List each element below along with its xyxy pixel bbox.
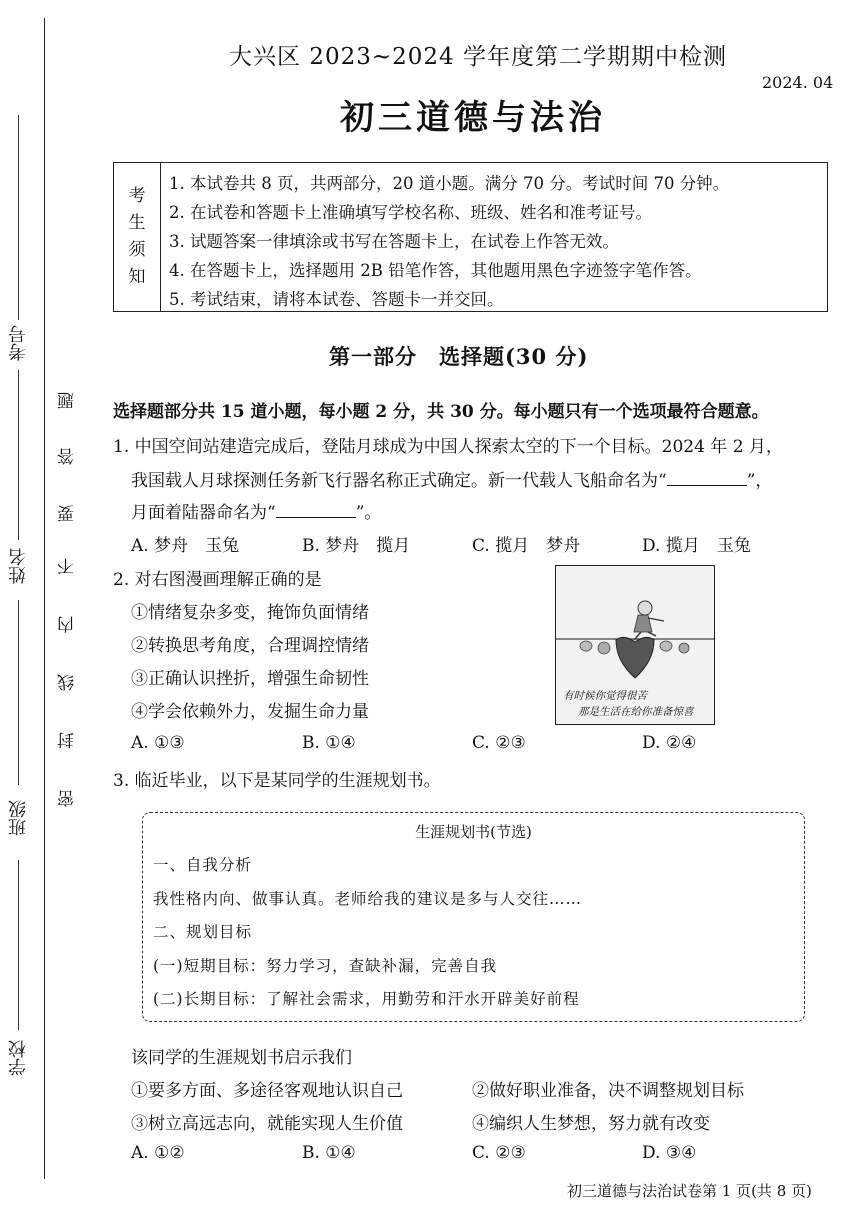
q1-text: 我国载人月球探测任务新飞行器名称正式确定。新一代载人飞船命名为“ [131,471,667,491]
notice-item: 1. 本试卷共 8 页，共两部分，20 道小题。满分 70 分。考试时间 70 分钟。 [169,174,730,193]
plan-line: (一)短期目标：努力学习，查缺补漏，完善自我 [153,957,498,975]
q1-line: 1. 中国空间站建造完成后，登陆月球成为中国人探索太空的下一个目标。2024 年 2 月， [113,437,783,457]
q3-stem: 3. 临近毕业，以下是某同学的生涯规划书。 [113,771,441,791]
q2-option-a: A. ①③ [131,733,185,753]
q2-item: ②转换思考角度，合理调控情绪 [131,636,369,656]
notice-item: 2. 在试卷和答题卡上准确填写学校名称、班级、姓名和准考证号。 [169,203,652,222]
notice-box [113,162,828,312]
binding-line [44,18,45,1179]
notice-item: 5. 考试结束，请将本试卷、答题卡一并交回。 [169,290,504,309]
q3-prompt: 该同学的生涯规划书启示我们 [131,1048,352,1068]
seal-char: 线 [58,674,78,691]
name-blank [18,370,19,540]
q3-item: ④编织人生梦想，努力就有改变 [472,1114,710,1134]
q3-option-c: C. ②③ [472,1143,526,1163]
q1-option-d: D. 揽月 玉兔 [642,536,751,556]
q2-stem: 2. 对右图漫画理解正确的是 [113,570,322,590]
seal-char: 不 [58,558,78,575]
q2-option-c: C. ②③ [472,733,526,753]
cartoon-image [555,565,715,725]
notice-list [169,169,729,314]
class-label: 班级 [8,800,29,836]
notice-heading [114,163,161,311]
school-label: 学校 [8,1040,29,1076]
q3-option-b: B. ①④ [302,1143,356,1163]
notice-item: 4. 在答题卡上，选择题用 2B 铅笔作答，其他题用黑色字迹签字笔作答。 [169,261,702,280]
q1-line [131,466,772,491]
q3-item: ③树立高远志向，就能实现人生价值 [131,1114,403,1134]
exam-no-label: 考号 [8,325,29,361]
exam-title: 大兴区 2023~2024 学年度第二学期期中检测 [229,44,727,70]
cartoon-caption: 有时候你觉得很苦 [563,690,647,702]
subject-title: 初三道德与法治 [340,98,606,138]
q1-line [131,498,381,523]
q1-option-c: C. 揽月 梦舟 [472,536,581,556]
section-intro: 选择题部分共 15 道小题，每小题 2 分，共 30 分。每小题只有一个选项最符合题意。 [113,402,769,422]
notice-heading-char: 知 [128,267,146,287]
q1-option-b: B. 梦舟 揽月 [302,536,411,556]
notice-heading-char: 须 [128,240,146,260]
plan-line: 二、规划目标 [153,923,253,941]
q2-item: ④学会依赖外力，发掘生命力量 [131,702,369,722]
seal-char: 密 [58,790,78,807]
q2-item: ①情绪复杂多变，掩饰负面情绪 [131,603,369,623]
q3-item: ②做好职业准备，决不调整规划目标 [472,1081,744,1101]
cartoon-caption: 那是生活在给你准备惊喜 [578,706,694,718]
page-footer: 初三道德与法治试卷第 1 页(共 8 页) [567,1182,812,1200]
seal-char: 题 [58,392,78,409]
q3-item: ①要多方面、多途径客观地认识自己 [131,1081,403,1101]
notice-heading-char: 考 [128,186,146,206]
plan-title: 生涯规划书(节选) [415,823,532,841]
notice-item: 3. 试题答案一律填涂或书写在答题卡上，在试卷上作答无效。 [169,232,619,251]
q2-option-b: B. ①④ [302,733,356,753]
q1-text: 月面着陆器命名为“ [131,503,276,523]
section-title: 第一部分 选择题(30 分) [329,344,589,369]
class-blank [18,600,19,785]
q2-item: ③正确认识挫折，增强生命韧性 [131,669,369,689]
exam-date: 2024. 04 [762,73,834,92]
notice-heading-char: 生 [128,213,146,233]
q2-option-d: D. ②④ [642,733,697,753]
school-blank [18,860,19,1030]
exam-no-blank [18,115,19,320]
answer-blank [276,502,356,518]
q1-text: ”。 [355,503,382,523]
plan-line: (二)长期目标：了解社会需求，用勤劳和汗水开辟美好前程 [153,990,580,1008]
seal-char: 封 [58,732,78,749]
plan-line: 我性格内向、做事认真。老师给我的建议是多与人交往…… [153,890,583,908]
answer-blank [667,470,747,486]
plan-line: 一、自我分析 [153,856,253,874]
q3-option-d: D. ③④ [642,1143,697,1163]
name-label: 姓名 [8,548,29,584]
career-plan-box [142,812,805,1022]
seal-char: 内 [58,616,78,633]
q1-option-a: A. 梦舟 玉兔 [131,536,240,556]
q3-option-a: A. ①② [131,1143,185,1163]
seal-char: 答 [58,448,78,465]
q1-text: ”， [746,471,773,491]
seal-char: 要 [58,505,78,522]
